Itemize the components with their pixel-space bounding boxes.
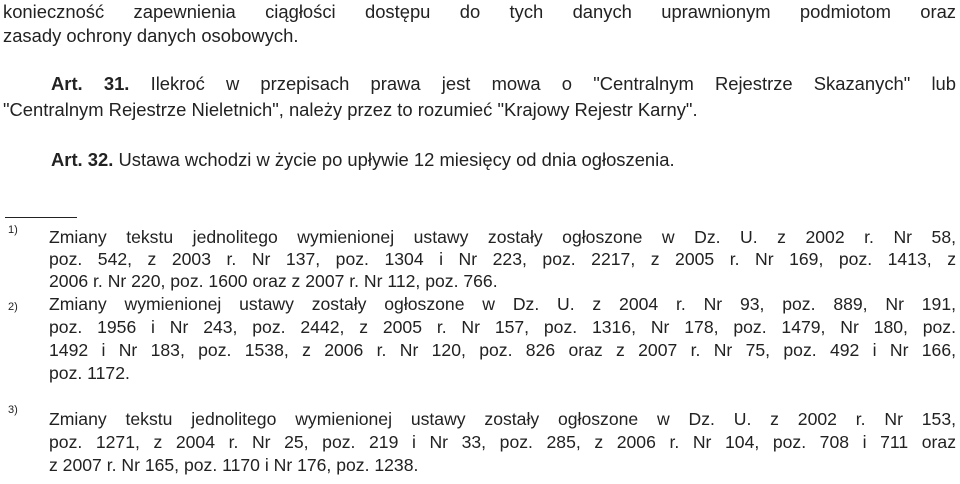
footnote-line: Zmiany tekstu jednolitego wymienionej ustawy zostały ogłoszone w Dz. U. z 2002 r. Nr 153,	[49, 409, 956, 429]
article-32-label: Art. 32.	[51, 149, 114, 170]
article-31-text: Ilekroć w przepisach prawa jest mowa o "Centralnym Rejestrze Skazanych" lub	[150, 73, 956, 94]
footnote-line: poz. 1271, z 2004 r. Nr 25, poz. 219 i Nr 33, poz. 285, z 2006 r. Nr 104, poz. 708 i 711 oraz	[49, 432, 956, 452]
footnote-marker: 3)	[8, 404, 18, 416]
footnote-marker: 2)	[8, 301, 18, 313]
footnote-separator	[5, 217, 77, 218]
article-31-line-2: "Centralnym Rejestrze Nieletnich", należy przez to rozumieć "Krajowy Rejestr Karny".	[3, 99, 698, 120]
article-31-line-1	[51, 72, 956, 96]
footnote-line: Zmiany wymienionej ustawy zostały ogłoszone w Dz. U. z 2004 r. Nr 93, poz. 889, Nr 191,	[49, 294, 956, 314]
article-32-line	[51, 148, 956, 172]
footnote-marker: 1)	[8, 224, 18, 236]
article-32-text: Ustawa wchodzi w życie po upływie 12 miesięcy od dnia ogłoszenia.	[118, 149, 675, 170]
footnote-line: Zmiany tekstu jednolitego wymienionej ustawy zostały ogłoszone w Dz. U. z 2002 r. Nr 58,	[49, 227, 956, 247]
footnote-line: z 2007 r. Nr 165, poz. 1170 i Nr 176, poz. 1238.	[49, 455, 419, 475]
footnote-line: poz. 542, z 2003 r. Nr 137, poz. 1304 i Nr 223, poz. 2217, z 2005 r. Nr 169, poz. 1413, z	[49, 249, 956, 269]
paragraph-line: konieczność zapewnienia ciągłości dostępu do tych danych uprawnionym podmiotom oraz	[3, 1, 956, 22]
article-31-label: Art. 31.	[51, 73, 130, 94]
footnote-line: poz. 1956 i Nr 243, poz. 2442, z 2005 r. Nr 157, poz. 1316, Nr 178, poz. 1479, Nr 180, poz.	[49, 317, 956, 337]
paragraph-line: zasady ochrony danych osobowych.	[3, 25, 299, 46]
footnote-line: poz. 1172.	[49, 363, 130, 383]
footnote-line: 2006 r. Nr 220, poz. 1600 oraz z 2007 r. Nr 112, poz. 766.	[49, 271, 498, 291]
footnote-line: 1492 i Nr 183, poz. 1538, z 2006 r. Nr 120, poz. 826 oraz z 2007 r. Nr 75, poz. 492 i Nr 166,	[49, 340, 956, 360]
